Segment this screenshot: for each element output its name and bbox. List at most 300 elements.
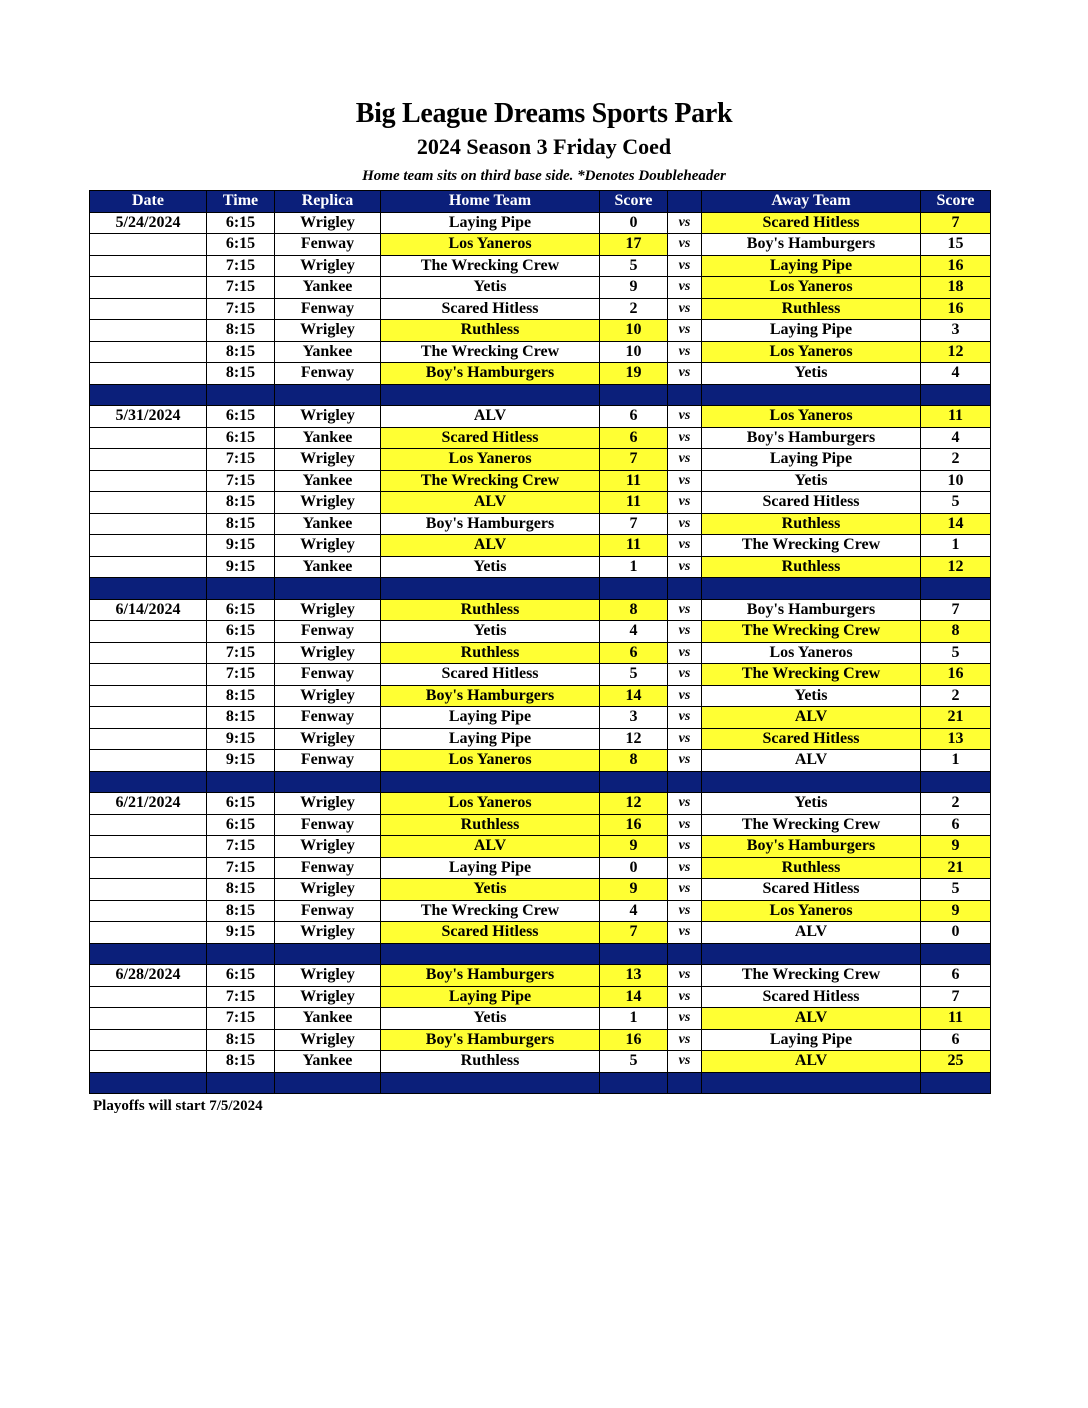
away-score: 7 xyxy=(921,986,991,1008)
away-score: 11 xyxy=(921,406,991,428)
away-team: The Wrecking Crew xyxy=(702,814,921,836)
separator-cell xyxy=(381,1072,600,1094)
away-team: Scared Hitless xyxy=(702,212,921,234)
week-separator-row xyxy=(90,1072,991,1094)
separator-cell xyxy=(668,384,702,406)
schedule-body xyxy=(90,212,991,1094)
home-team: Scared Hitless xyxy=(381,298,600,320)
away-team: Los Yaneros xyxy=(702,341,921,363)
game-row xyxy=(90,513,991,535)
game-replica: Wrigley xyxy=(275,492,381,514)
separator-cell xyxy=(275,1072,381,1094)
game-replica: Wrigley xyxy=(275,449,381,471)
separator-cell xyxy=(90,384,207,406)
col-header-home-score: Score xyxy=(600,191,668,213)
game-date xyxy=(90,879,207,901)
game-replica: Fenway xyxy=(275,750,381,772)
game-time: 6:15 xyxy=(207,599,275,621)
away-team: Laying Pipe xyxy=(702,1029,921,1051)
game-date: 6/21/2024 xyxy=(90,793,207,815)
week-separator-row xyxy=(90,943,991,965)
home-team: ALV xyxy=(381,535,600,557)
game-row xyxy=(90,900,991,922)
vs-label: vs xyxy=(668,449,702,471)
separator-cell xyxy=(207,1072,275,1094)
away-score: 6 xyxy=(921,1029,991,1051)
vs-label: vs xyxy=(668,642,702,664)
game-replica: Fenway xyxy=(275,363,381,385)
game-date xyxy=(90,900,207,922)
away-team: Scared Hitless xyxy=(702,986,921,1008)
game-row xyxy=(90,556,991,578)
away-score: 9 xyxy=(921,900,991,922)
game-row xyxy=(90,298,991,320)
game-time: 9:15 xyxy=(207,750,275,772)
schedule-table xyxy=(89,190,991,1094)
vs-label: vs xyxy=(668,234,702,256)
vs-label: vs xyxy=(668,621,702,643)
separator-cell xyxy=(207,578,275,600)
game-replica: Wrigley xyxy=(275,255,381,277)
home-team: Boy's Hamburgers xyxy=(381,513,600,535)
game-time: 7:15 xyxy=(207,470,275,492)
week-separator-row xyxy=(90,771,991,793)
vs-label: vs xyxy=(668,535,702,557)
home-team: Laying Pipe xyxy=(381,728,600,750)
away-team: Los Yaneros xyxy=(702,277,921,299)
away-score: 10 xyxy=(921,470,991,492)
away-team: Ruthless xyxy=(702,513,921,535)
game-time: 7:15 xyxy=(207,857,275,879)
separator-cell xyxy=(921,1072,991,1094)
col-header-time: Time xyxy=(207,191,275,213)
away-score: 16 xyxy=(921,298,991,320)
game-date: 5/24/2024 xyxy=(90,212,207,234)
game-replica: Wrigley xyxy=(275,986,381,1008)
game-time: 8:15 xyxy=(207,320,275,342)
vs-label: vs xyxy=(668,728,702,750)
vs-label: vs xyxy=(668,685,702,707)
game-time: 6:15 xyxy=(207,793,275,815)
game-row xyxy=(90,642,991,664)
home-team: Yetis xyxy=(381,277,600,299)
separator-cell xyxy=(207,943,275,965)
away-score: 7 xyxy=(921,212,991,234)
away-team: Boy's Hamburgers xyxy=(702,234,921,256)
game-date xyxy=(90,642,207,664)
away-team: Laying Pipe xyxy=(702,255,921,277)
away-team: Ruthless xyxy=(702,556,921,578)
game-replica: Fenway xyxy=(275,298,381,320)
away-score: 8 xyxy=(921,621,991,643)
game-time: 7:15 xyxy=(207,1008,275,1030)
vs-label: vs xyxy=(668,1029,702,1051)
home-team: The Wrecking Crew xyxy=(381,255,600,277)
home-score: 1 xyxy=(600,556,668,578)
game-replica: Wrigley xyxy=(275,836,381,858)
away-team: The Wrecking Crew xyxy=(702,621,921,643)
separator-cell xyxy=(921,578,991,600)
away-score: 14 xyxy=(921,513,991,535)
separator-cell xyxy=(381,771,600,793)
game-row xyxy=(90,664,991,686)
game-row xyxy=(90,212,991,234)
away-team: Scared Hitless xyxy=(702,728,921,750)
game-row xyxy=(90,814,991,836)
game-date: 5/31/2024 xyxy=(90,406,207,428)
home-team: ALV xyxy=(381,836,600,858)
away-score: 21 xyxy=(921,857,991,879)
home-team: Scared Hitless xyxy=(381,664,600,686)
away-score: 4 xyxy=(921,427,991,449)
game-date xyxy=(90,449,207,471)
home-team: Los Yaneros xyxy=(381,793,600,815)
game-replica: Yankee xyxy=(275,341,381,363)
game-replica: Wrigley xyxy=(275,212,381,234)
away-score: 2 xyxy=(921,793,991,815)
away-score: 16 xyxy=(921,664,991,686)
away-score: 2 xyxy=(921,449,991,471)
separator-cell xyxy=(381,384,600,406)
game-date xyxy=(90,363,207,385)
vs-label: vs xyxy=(668,341,702,363)
game-time: 8:15 xyxy=(207,685,275,707)
home-score: 9 xyxy=(600,836,668,858)
game-row xyxy=(90,277,991,299)
game-time: 7:15 xyxy=(207,986,275,1008)
away-score: 1 xyxy=(921,535,991,557)
home-score: 7 xyxy=(600,513,668,535)
home-score: 4 xyxy=(600,621,668,643)
away-score: 2 xyxy=(921,685,991,707)
home-team: Ruthless xyxy=(381,599,600,621)
home-team: Boy's Hamburgers xyxy=(381,685,600,707)
vs-label: vs xyxy=(668,298,702,320)
week-separator-row xyxy=(90,578,991,600)
game-row xyxy=(90,492,991,514)
separator-cell xyxy=(921,771,991,793)
game-replica: Wrigley xyxy=(275,642,381,664)
vs-label: vs xyxy=(668,255,702,277)
separator-cell xyxy=(90,1072,207,1094)
game-time: 8:15 xyxy=(207,1029,275,1051)
separator-cell xyxy=(207,384,275,406)
home-score: 6 xyxy=(600,406,668,428)
vs-label: vs xyxy=(668,986,702,1008)
game-row xyxy=(90,750,991,772)
vs-label: vs xyxy=(668,427,702,449)
home-team: Laying Pipe xyxy=(381,212,600,234)
separator-cell xyxy=(275,771,381,793)
game-date xyxy=(90,341,207,363)
game-row xyxy=(90,255,991,277)
away-team: ALV xyxy=(702,922,921,944)
game-time: 8:15 xyxy=(207,363,275,385)
game-time: 8:15 xyxy=(207,879,275,901)
game-date xyxy=(90,298,207,320)
vs-label: vs xyxy=(668,513,702,535)
schedule-note: Home team sits on third base side. *Denotes Doubleheader xyxy=(362,168,726,184)
home-team: Boy's Hamburgers xyxy=(381,1029,600,1051)
home-score: 5 xyxy=(600,1051,668,1073)
home-score: 16 xyxy=(600,1029,668,1051)
game-row xyxy=(90,406,991,428)
game-replica: Fenway xyxy=(275,234,381,256)
game-time: 8:15 xyxy=(207,900,275,922)
game-time: 7:15 xyxy=(207,298,275,320)
home-score: 16 xyxy=(600,814,668,836)
separator-cell xyxy=(668,1072,702,1094)
game-time: 7:15 xyxy=(207,836,275,858)
home-score: 2 xyxy=(600,298,668,320)
game-date xyxy=(90,1029,207,1051)
game-date xyxy=(90,707,207,729)
game-date xyxy=(90,277,207,299)
game-row xyxy=(90,879,991,901)
game-row xyxy=(90,707,991,729)
home-score: 0 xyxy=(600,857,668,879)
away-score: 12 xyxy=(921,556,991,578)
home-score: 19 xyxy=(600,363,668,385)
home-score: 8 xyxy=(600,599,668,621)
away-score: 9 xyxy=(921,836,991,858)
game-time: 8:15 xyxy=(207,513,275,535)
separator-cell xyxy=(207,771,275,793)
home-team: Scared Hitless xyxy=(381,427,600,449)
home-score: 7 xyxy=(600,922,668,944)
game-replica: Yankee xyxy=(275,470,381,492)
game-row xyxy=(90,341,991,363)
game-replica: Fenway xyxy=(275,664,381,686)
home-team: Ruthless xyxy=(381,1051,600,1073)
home-team: ALV xyxy=(381,406,600,428)
game-row xyxy=(90,857,991,879)
game-date xyxy=(90,1008,207,1030)
game-row xyxy=(90,685,991,707)
game-replica: Wrigley xyxy=(275,793,381,815)
vs-label: vs xyxy=(668,814,702,836)
home-team: Yetis xyxy=(381,879,600,901)
away-score: 13 xyxy=(921,728,991,750)
away-score: 1 xyxy=(921,750,991,772)
game-date xyxy=(90,1051,207,1073)
vs-label: vs xyxy=(668,1008,702,1030)
game-replica: Wrigley xyxy=(275,535,381,557)
vs-label: vs xyxy=(668,836,702,858)
away-score: 6 xyxy=(921,814,991,836)
game-replica: Wrigley xyxy=(275,1029,381,1051)
home-score: 11 xyxy=(600,535,668,557)
away-score: 6 xyxy=(921,965,991,987)
away-score: 5 xyxy=(921,879,991,901)
away-score: 3 xyxy=(921,320,991,342)
separator-cell xyxy=(275,943,381,965)
separator-cell xyxy=(381,943,600,965)
game-replica: Yankee xyxy=(275,556,381,578)
game-time: 8:15 xyxy=(207,707,275,729)
game-replica: Fenway xyxy=(275,707,381,729)
away-team: Laying Pipe xyxy=(702,320,921,342)
separator-cell xyxy=(381,578,600,600)
away-team: ALV xyxy=(702,1008,921,1030)
game-row xyxy=(90,621,991,643)
game-replica: Wrigley xyxy=(275,406,381,428)
away-score: 4 xyxy=(921,363,991,385)
game-row xyxy=(90,1051,991,1073)
game-time: 6:15 xyxy=(207,212,275,234)
vs-label: vs xyxy=(668,277,702,299)
game-time: 8:15 xyxy=(207,341,275,363)
game-date xyxy=(90,621,207,643)
vs-label: vs xyxy=(668,556,702,578)
home-team: Ruthless xyxy=(381,642,600,664)
away-team: Yetis xyxy=(702,685,921,707)
game-replica: Yankee xyxy=(275,1051,381,1073)
game-time: 6:15 xyxy=(207,621,275,643)
vs-label: vs xyxy=(668,707,702,729)
away-team: Yetis xyxy=(702,363,921,385)
game-row xyxy=(90,427,991,449)
away-score: 0 xyxy=(921,922,991,944)
home-team: Ruthless xyxy=(381,814,600,836)
home-score: 12 xyxy=(600,793,668,815)
game-time: 9:15 xyxy=(207,728,275,750)
game-replica: Wrigley xyxy=(275,599,381,621)
away-score: 5 xyxy=(921,642,991,664)
home-score: 0 xyxy=(600,212,668,234)
separator-cell xyxy=(702,578,921,600)
vs-label: vs xyxy=(668,922,702,944)
away-team: Laying Pipe xyxy=(702,449,921,471)
separator-cell xyxy=(668,578,702,600)
away-team: Los Yaneros xyxy=(702,406,921,428)
vs-label: vs xyxy=(668,599,702,621)
vs-label: vs xyxy=(668,965,702,987)
home-score: 10 xyxy=(600,320,668,342)
vs-label: vs xyxy=(668,857,702,879)
separator-cell xyxy=(702,384,921,406)
home-score: 6 xyxy=(600,642,668,664)
separator-cell xyxy=(600,943,668,965)
game-replica: Yankee xyxy=(275,513,381,535)
away-score: 15 xyxy=(921,234,991,256)
game-date xyxy=(90,664,207,686)
vs-label: vs xyxy=(668,470,702,492)
home-team: Boy's Hamburgers xyxy=(381,965,600,987)
separator-cell xyxy=(921,943,991,965)
home-team: Yetis xyxy=(381,556,600,578)
home-team: Laying Pipe xyxy=(381,707,600,729)
separator-cell xyxy=(275,384,381,406)
away-team: Yetis xyxy=(702,470,921,492)
game-row xyxy=(90,728,991,750)
away-score: 18 xyxy=(921,277,991,299)
away-team: Los Yaneros xyxy=(702,900,921,922)
col-header-replica: Replica xyxy=(275,191,381,213)
separator-cell xyxy=(600,1072,668,1094)
game-date xyxy=(90,857,207,879)
game-row xyxy=(90,320,991,342)
game-date xyxy=(90,986,207,1008)
game-replica: Wrigley xyxy=(275,922,381,944)
home-team: Yetis xyxy=(381,1008,600,1030)
home-score: 11 xyxy=(600,492,668,514)
away-team: ALV xyxy=(702,1051,921,1073)
away-team: The Wrecking Crew xyxy=(702,664,921,686)
separator-cell xyxy=(90,578,207,600)
home-score: 3 xyxy=(600,707,668,729)
home-score: 9 xyxy=(600,879,668,901)
home-team: Los Yaneros xyxy=(381,750,600,772)
game-date xyxy=(90,922,207,944)
game-time: 7:15 xyxy=(207,255,275,277)
vs-label: vs xyxy=(668,406,702,428)
home-team: Los Yaneros xyxy=(381,449,600,471)
game-row xyxy=(90,793,991,815)
vs-label: vs xyxy=(668,363,702,385)
game-replica: Fenway xyxy=(275,621,381,643)
away-team: Ruthless xyxy=(702,857,921,879)
away-team: ALV xyxy=(702,707,921,729)
game-date: 6/28/2024 xyxy=(90,965,207,987)
separator-cell xyxy=(921,384,991,406)
separator-cell xyxy=(600,578,668,600)
home-team: ALV xyxy=(381,492,600,514)
separator-cell xyxy=(90,771,207,793)
game-replica: Fenway xyxy=(275,900,381,922)
home-score: 9 xyxy=(600,277,668,299)
vs-label: vs xyxy=(668,900,702,922)
game-row xyxy=(90,836,991,858)
game-row xyxy=(90,986,991,1008)
game-row xyxy=(90,965,991,987)
home-team: Ruthless xyxy=(381,320,600,342)
separator-cell xyxy=(668,943,702,965)
away-team: Scared Hitless xyxy=(702,879,921,901)
home-score: 13 xyxy=(600,965,668,987)
away-team: The Wrecking Crew xyxy=(702,965,921,987)
home-team: The Wrecking Crew xyxy=(381,341,600,363)
home-score: 6 xyxy=(600,427,668,449)
separator-cell xyxy=(702,943,921,965)
game-date xyxy=(90,470,207,492)
game-date xyxy=(90,814,207,836)
game-time: 6:15 xyxy=(207,234,275,256)
game-date xyxy=(90,556,207,578)
game-date xyxy=(90,492,207,514)
game-row xyxy=(90,922,991,944)
game-date xyxy=(90,513,207,535)
away-team: ALV xyxy=(702,750,921,772)
game-time: 6:15 xyxy=(207,814,275,836)
home-score: 17 xyxy=(600,234,668,256)
game-row xyxy=(90,363,991,385)
home-score: 14 xyxy=(600,685,668,707)
game-date xyxy=(90,836,207,858)
game-row xyxy=(90,1029,991,1051)
game-replica: Yankee xyxy=(275,277,381,299)
away-team: Scared Hitless xyxy=(702,492,921,514)
game-replica: Wrigley xyxy=(275,879,381,901)
separator-cell xyxy=(90,943,207,965)
home-score: 11 xyxy=(600,470,668,492)
game-date xyxy=(90,234,207,256)
home-score: 8 xyxy=(600,750,668,772)
separator-cell xyxy=(275,578,381,600)
away-team: The Wrecking Crew xyxy=(702,535,921,557)
game-time: 6:15 xyxy=(207,427,275,449)
col-header-away-team: Away Team xyxy=(702,191,921,213)
